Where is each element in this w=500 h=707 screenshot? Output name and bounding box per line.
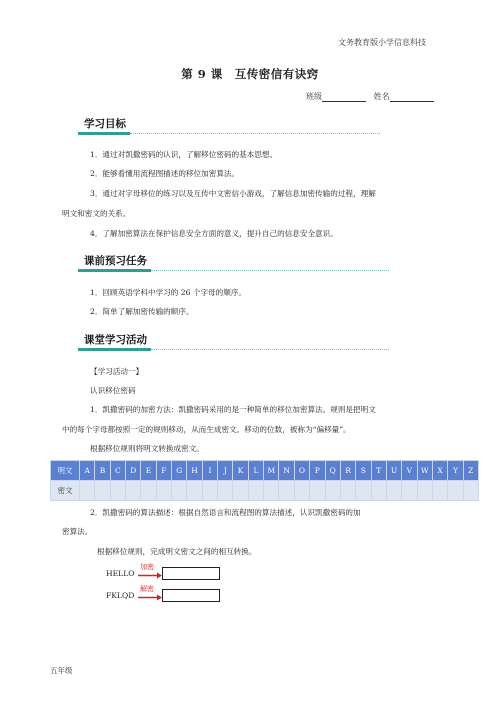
ciphertext-cell[interactable] [340,481,355,501]
plaintext-letter-cell: I [202,461,217,481]
ciphertext-cell[interactable] [432,481,447,501]
plaintext-letter-cell: E [141,461,156,481]
plaintext-letter-cell: R [340,461,355,481]
ciphertext-cell[interactable] [187,481,202,501]
preview-item: 1．回顾英语学科中学习的 26 个字母的顺序。 [90,288,247,297]
activity-subtitle: 认识移位密码 [90,386,136,395]
preview-item: 2．简单了解加密传输的顺序。 [90,307,194,316]
plaintext-letter-cell: T [371,461,386,481]
ciphertext-cell[interactable] [218,481,233,501]
ciphertext-cell[interactable] [386,481,401,501]
plaintext-letter-cell: Y [448,461,463,481]
goal-item: 4．了解加密算法在保护信息安全方面的意义，提升自己的信息安全意识。 [90,229,338,238]
conversion-row-decrypt [106,584,226,604]
plaintext-letter-cell: Z [463,461,478,481]
plaintext-letter-cell: N [279,461,294,481]
encrypt-label: 加密 [140,563,154,571]
ciphertext-cell[interactable] [126,481,141,501]
decrypt-label: 解密 [140,585,154,593]
activity-paragraph: 根据移位规则将明文转换成密文。 [90,444,204,453]
class-name-line [306,91,434,102]
activity-paragraph: 根据移位规则，完成明文密文之间的相互转换。 [97,547,257,556]
ciphertext-cell[interactable] [110,481,125,501]
activity-paragraph: 2．凯撒密码的算法描述：根据自然语言和流程图的算法描述，认识凯撒密码的加 [90,508,361,517]
ciphertext-cell[interactable] [172,481,187,501]
goal-item: 3．通过对字母移位的练习以及互传中文密信小游戏，了解信息加密传输的过程，理解 [90,189,376,198]
ciphertext-row [51,481,479,501]
conversion-word: FKLQD [106,591,135,600]
ciphertext-cell[interactable] [371,481,386,501]
ciphertext-cell[interactable] [80,481,95,501]
ciphertext-cell[interactable] [448,481,463,501]
plaintext-letter-cell: F [156,461,171,481]
section-goals-title: 学习目标 [78,118,130,135]
plaintext-letter-cell: V [402,461,417,481]
name-blank[interactable] [390,92,434,102]
plaintext-letter-cell: Q [325,461,340,481]
section-goals-header [78,119,380,135]
goal-item: 明文和密文的关系。 [62,209,131,218]
ciphertext-cell[interactable] [156,481,171,501]
plaintext-letter-cell: S [356,461,371,481]
name-label: 姓名 [373,92,390,101]
class-blank[interactable] [322,92,366,102]
ciphertext-cell[interactable] [141,481,156,501]
class-label: 班级 [306,92,322,101]
ciphertext-label: 密文 [51,481,80,501]
plaintext-letter-cell: D [126,461,141,481]
encrypt-answer-box[interactable] [162,567,220,580]
ciphertext-cell[interactable] [402,481,417,501]
grade-footer: 五年级 [50,666,73,675]
lesson-title: 第 9 课 互传密信有诀窍 [181,67,319,81]
plaintext-letter-cell: U [386,461,401,481]
plaintext-letter-cell: A [80,461,95,481]
plaintext-letter-cell: G [172,461,187,481]
activity-tag: 【学习活动一】 [90,367,144,376]
section-preview-header [78,256,389,272]
plaintext-letter-cell: B [95,461,110,481]
plaintext-letter-cell: X [432,461,447,481]
arrow-right-icon [137,571,163,580]
goal-item: 1．通过对凯撒密码的认识，了解移位密码的基本思想。 [90,150,278,159]
ciphertext-cell[interactable] [310,481,325,501]
plaintext-letter-cell: J [218,461,233,481]
publisher-header: 文务教育版小学信息科技 [338,38,426,47]
caesar-cipher-table [50,460,479,501]
activity-paragraph: 1．凯撒密码的加密方法：凯撒密码采用的是一种简单的移位加密算法。规则是把明文 [90,405,376,414]
ciphertext-cell[interactable] [294,481,309,501]
ciphertext-cell[interactable] [279,481,294,501]
activity-paragraph: 中的每个字母都按照一定的规则移动，从而生成密文。移动的位数，被称为“偏移量”。 [62,425,351,434]
ciphertext-cell[interactable] [95,481,110,501]
section-divider [130,133,380,134]
plaintext-row [51,461,479,481]
plaintext-letter-cell: M [264,461,279,481]
ciphertext-cell[interactable] [325,481,340,501]
ciphertext-cell[interactable] [417,481,432,501]
plaintext-letter-cell: W [417,461,432,481]
plaintext-label: 明文 [51,461,80,481]
ciphertext-cell[interactable] [248,481,263,501]
arrow-right-icon [137,593,163,602]
plaintext-letter-cell: C [110,461,125,481]
section-divider [151,270,389,271]
plaintext-letter-cell: P [310,461,325,481]
ciphertext-cell[interactable] [202,481,217,501]
goal-item: 2．能够看懂用流程图描述的移位加密算法。 [90,169,240,178]
conversion-row-encrypt [106,562,226,582]
plaintext-letter-cell: L [248,461,263,481]
plaintext-letter-cell: O [294,461,309,481]
ciphertext-cell[interactable] [233,481,248,501]
activity-paragraph: 密算法。 [62,527,93,536]
ciphertext-cell[interactable] [264,481,279,501]
section-preview-title: 课前预习任务 [78,255,151,272]
section-activities-title: 课堂学习活动 [78,334,151,351]
ciphertext-cell[interactable] [463,481,478,501]
plaintext-letter-cell: H [187,461,202,481]
decrypt-answer-box[interactable] [162,589,220,602]
plaintext-letter-cell: K [233,461,248,481]
ciphertext-cell[interactable] [356,481,371,501]
conversion-word: HELLO [106,569,135,578]
section-divider [151,349,389,350]
section-activities-header [78,335,389,351]
